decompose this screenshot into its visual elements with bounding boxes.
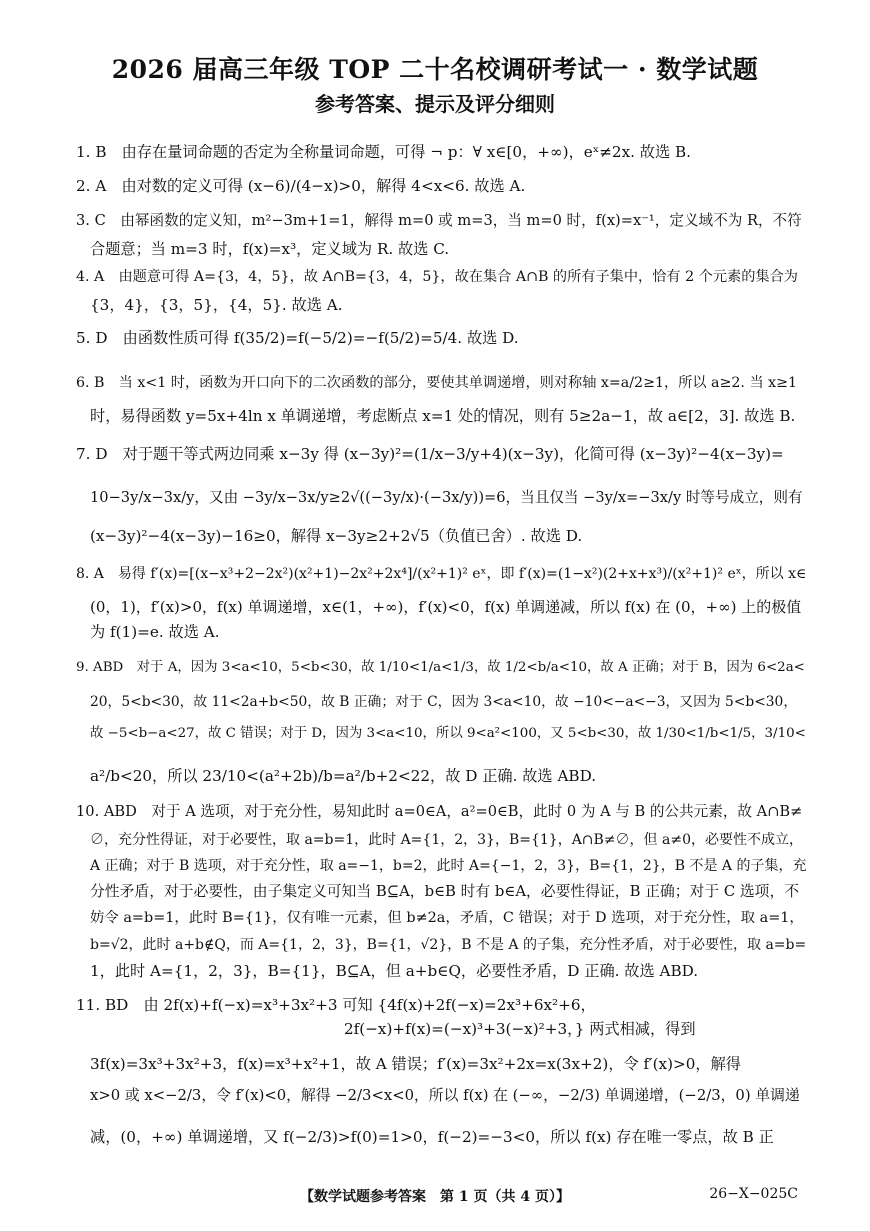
answer-10-line-2: ∅，充分性得证，对于必要性，取 a=b=1，此时 A={1，2，3}，B={1}，A∩B≠∅，但 a≠0，必要性不成立，: [90, 832, 803, 848]
answer-7-line-2: 10−3y/x−3x/y，又由 −3y/x−3x/y≥2√((−3y/x)·(−3x/y))=6，当且仅当 −3y/x=−3x/y 时等号成立，则有: [90, 489, 803, 506]
answer-11-line-1: 11. BD 由 2f(x)+f(−x)=x³+3x²+3 可知 {4f(x)+2f(−x)=2x³+6x²+6，: [76, 996, 596, 1014]
answer-10-line-7: 1，此时 A={1，2，3}，B={1}，B⊆A，但 a+b∈Q，必要性矛盾，D 正确. 故选 ABD.: [90, 962, 699, 980]
answer-9-line-1: 9. ABD 对于 A，因为 3<a<10，5<b<30，故 1/10<1/a<1/3，故 1/2<b/a<10，故 A 正确；对于 B，因为 6<2a<: [76, 660, 805, 675]
answer-9-line-3: 故 −5<b−a<27，故 C 错误；对于 D，因为 3<a<10，所以 9<a²<100，又 5<b<30，故 1/30<1/b<1/5，3/10<: [90, 726, 806, 741]
answer-11-line-3: 3f(x)=3x³+3x²+3，f(x)=x³+x²+1，故 A 错误；f′(x)=3x²+2x=x(3x+2)，令 f′(x)>0，解得: [90, 1055, 741, 1073]
answer-7-line-1: 7. D 对于题干等式两边同乘 x−3y 得 (x−3y)²=(1/x−3/y+4)(x−3y)，化简可得 (x−3y)²−4(x−3y)=: [76, 445, 784, 463]
answer-10-line-1: 10. ABD 对于 A 选项，对于充分性，易知此时 a=0∈A，a²=0∈B，此时 0 为 A 与 B 的公共元素，故 A∩B≠: [76, 803, 803, 820]
footer-page-label: 【数学试题参考答案 第 1 页（共 4 页）】: [300, 1189, 570, 1205]
answer-3-line-2: 合题意；当 m=3 时，f(x)=x³，定义域为 R. 故选 C.: [90, 240, 450, 258]
answer-11-line-5: 减，(0，+∞) 单调递增，又 f(−2/3)>f(0)=1>0，f(−2)=−3<0，所以 f(x) 存在唯一零点，故 B 正: [90, 1128, 774, 1146]
answer-1: 1. B 由存在量词命题的否定为全称量词命题，可得 ¬ p：∀ x∈[0，+∞)，eˣ≠2x. 故选 B.: [76, 143, 691, 161]
answer-9-line-2: 20，5<b<30，故 11<2a+b<50，故 B 正确；对于 C，因为 3<a<10，故 −10<−a<−3，又因为 5<b<30，: [90, 694, 798, 710]
answer-7-line-3: (x−3y)²−4(x−3y)−16≥0，解得 x−3y≥2+2√5（负值已舍）. 故选 D.: [90, 527, 583, 545]
answer-11-line-4: x>0 或 x<−2/3，令 f′(x)<0，解得 −2/3<x<0，所以 f(x) 在 (−∞，−2/3) 单调递增，(−2/3，0) 单调递: [90, 1087, 800, 1104]
answer-8-line-3: 为 f(1)=e. 故选 A.: [90, 623, 220, 641]
answer-8-line-2: (0，1)，f′(x)>0，f(x) 单调递增，x∈(1，+∞)，f′(x)<0，f(x) 单调递减，所以 f(x) 在 (0，+∞) 上的极值: [90, 598, 802, 616]
answer-8-line-1: 8. A 易得 f′(x)=[(x−x³+2−2x²)(x²+1)−2x²+2x⁴]/(x²+1)² eˣ，即 f′(x)=(1−x²)(2+x+x³)/(x²+1)² eˣ，所以 x∈: [76, 566, 807, 582]
answer-10-line-3: A 正确；对于 B 选项，对于充分性，取 a=−1，b=2，此时 A={−1，2，3}，B={1，2}，B 不是 A 的子集，充: [90, 858, 807, 874]
answer-9-line-4: a²/b<20，所以 23/10<(a²+2b)/b=a²/b+2<22，故 D 正确. 故选 ABD.: [90, 767, 597, 785]
answer-4-line-1: 4. A 由题意可得 A={3，4，5}，故 A∩B={3，4，5}，故在集合 A∩B 的所有子集中，恰有 2 个元素的集合为: [76, 269, 798, 285]
answer-5: 5. D 由函数性质可得 f(35/2)=f(−5/2)=−f(5/2)=5/4. 故选 D.: [76, 329, 519, 347]
answer-6-line-2: 时，易得函数 y=5x+4ln x 单调递增，考虑断点 x=1 处的情况，则有 5≥2a−1，故 a∈[2，3]. 故选 B.: [90, 407, 796, 425]
answer-6-line-1: 6. B 当 x<1 时，函数为开口向下的二次函数的部分，要使其单调递增，则对称轴 x=a/2≥1，所以 a≥2. 当 x≥1: [76, 375, 798, 391]
page-title: 2026 届高三年级 TOP 二十名校调研考试一 · 数学试题: [111, 55, 759, 84]
answer-10-line-6: b=√2，此时 a+b∉Q，而 A={1，2，3}，B={1，√2}，B 不是 A 的子集，充分性矛盾，对于必要性，取 a=b=: [90, 937, 807, 953]
answer-11-line-2: 2f(−x)+f(x)=(−x)³+3(−x)²+3，} 两式相减，得到: [344, 1020, 696, 1038]
page-subtitle: 参考答案、提示及评分细则: [315, 92, 555, 116]
footer-code: 26−X−025C: [709, 1186, 798, 1202]
answer-10-line-4: 分性矛盾，对于必要性，由子集定义可知当 B⊆A，b∈B 时有 b∈A，必要性得证，B 正确；对于 C 选项，不: [90, 883, 800, 900]
answer-4-line-2: {3，4}，{3，5}，{4，5}. 故选 A.: [90, 296, 343, 314]
answer-2: 2. A 由对数的定义可得 (x−6)/(4−x)>0，解得 4<x<6. 故选 A.: [76, 177, 526, 195]
answer-10-line-5: 妨令 a=b=1，此时 B={1}，仅有唯一元素，但 b≠2a，矛盾，C 错误；对于 D 选项，对于充分性，取 a=1，: [90, 910, 804, 926]
answer-3-line-1: 3. C 由幂函数的定义知，m²−3m+1=1，解得 m=0 或 m=3，当 m=0 时，f(x)=x⁻¹，定义域不为 R，不符: [76, 212, 802, 229]
